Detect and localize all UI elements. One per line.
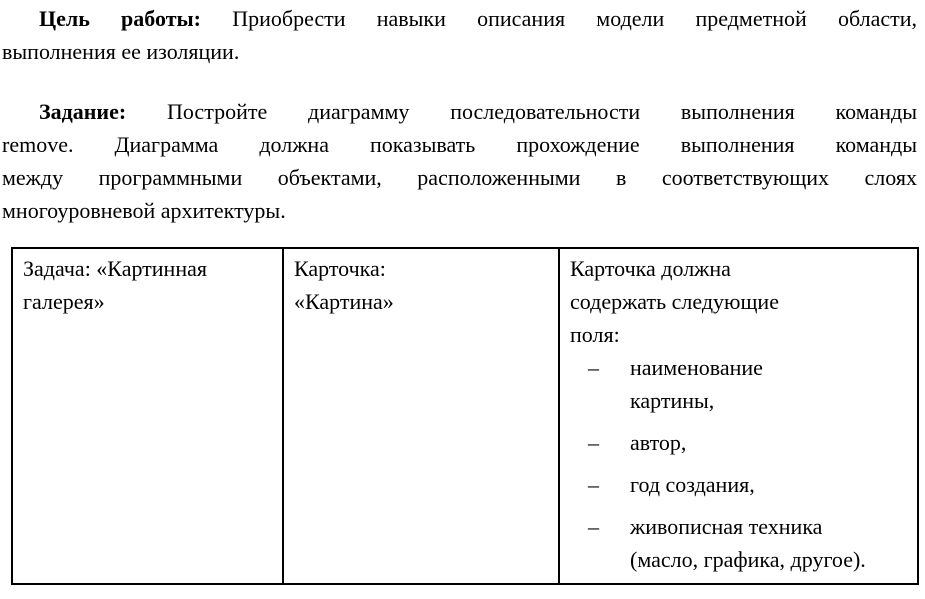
requirements-intro-line-3: поля:: [570, 322, 620, 347]
table-cell-requirements: [559, 248, 918, 584]
list-item-author: [570, 426, 909, 459]
task-line-3: между программными объектами, расположенными в соответствующих слоях: [2, 165, 917, 190]
dash-marker: –: [588, 355, 599, 380]
list-item-line: картины,: [630, 388, 715, 413]
dash-marker: –: [588, 472, 599, 497]
list-item-line: (масло, графика, другое).: [630, 547, 866, 572]
goal-line-2: выполнения ее изоляции.: [2, 39, 240, 64]
list-item-text: [630, 468, 909, 501]
table-cell-task: [12, 248, 283, 584]
list-item-line: автор,: [630, 430, 687, 455]
list-item-text: [630, 510, 909, 576]
paragraph-goal: [2, 2, 917, 68]
task-line-4: многоуровневой архитектуры.: [2, 198, 286, 223]
requirements-intro-line-2: содержать следующие: [570, 289, 779, 314]
goal-label: Цель работы:: [39, 6, 202, 31]
table-cell-card: [283, 248, 559, 584]
list-item-line: живописная техника: [630, 514, 823, 539]
task-label: Задание:: [39, 99, 127, 124]
requirements-table: [11, 247, 919, 585]
goal-line-1: [2, 2, 917, 35]
card-cell-line-2: «Картина»: [294, 289, 394, 314]
requirements-intro-line-1: Карточка должна: [570, 256, 731, 281]
list-item-technique: [570, 510, 909, 576]
paragraph-task: [2, 95, 917, 227]
list-item-text: [630, 426, 909, 459]
dash-marker: –: [588, 430, 599, 455]
task-cell-line-1: Задача: «Картинная: [23, 256, 207, 281]
dash-marker: –: [588, 514, 599, 539]
list-item-line: наименование: [630, 355, 763, 380]
task-line-1: [2, 95, 917, 128]
list-item-line: год создания,: [630, 472, 755, 497]
task-line-2: remove. Диаграмма должна показывать прохождение выполнения команды: [2, 132, 917, 157]
goal-line-1-text: Приобрести навыки описания модели предметной области,: [232, 6, 918, 31]
card-cell-line-1: Карточка:: [294, 256, 386, 281]
list-item-year: [570, 468, 909, 501]
list-item-text: [630, 351, 909, 417]
task-line-1-text: Постройте диаграмму последовательности выполнения команды: [167, 99, 917, 124]
list-item-painting-name: [570, 351, 909, 417]
task-cell-line-2: галерея»: [23, 289, 105, 314]
table-row: [12, 248, 918, 584]
